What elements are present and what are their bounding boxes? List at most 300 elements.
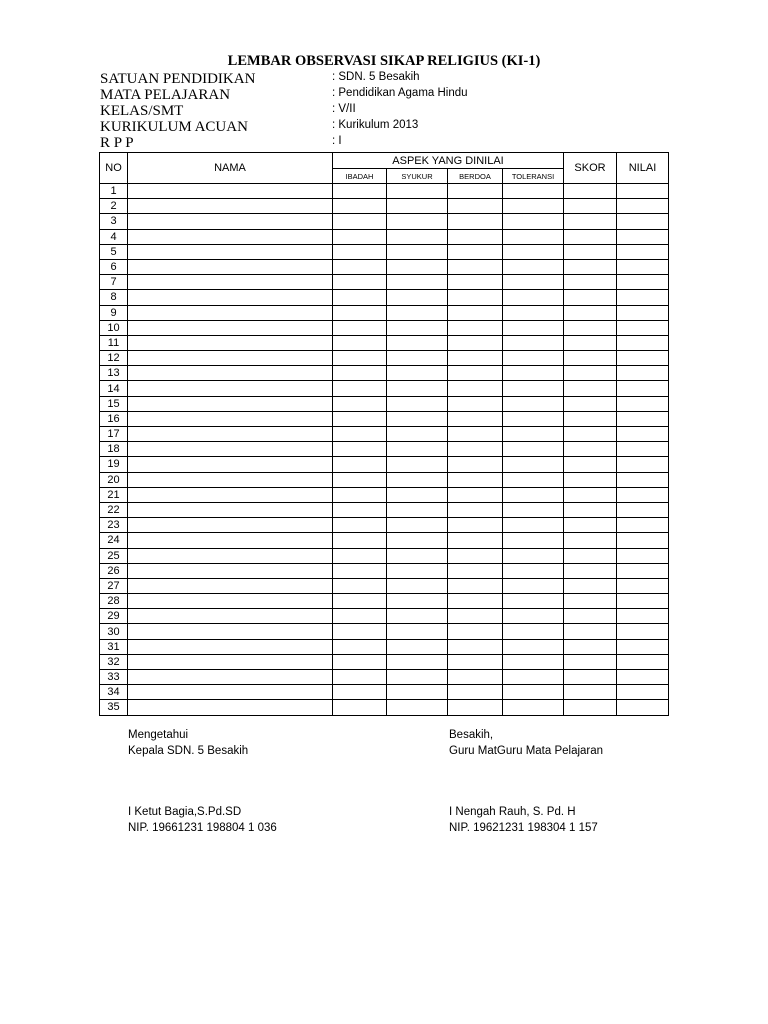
row-number: 24 xyxy=(100,533,128,548)
meta-label: SATUAN PENDIDIKAN xyxy=(100,71,256,87)
sign-right-position: Guru MatGuru Mata Pelajaran xyxy=(449,745,604,757)
toleransi-cell xyxy=(503,351,564,366)
nilai-cell xyxy=(617,563,669,578)
skor-cell xyxy=(564,685,617,700)
toleransi-cell xyxy=(503,609,564,624)
toleransi-cell xyxy=(503,275,564,290)
nilai-cell xyxy=(617,335,669,350)
toleransi-cell xyxy=(503,199,564,214)
berdoa-cell xyxy=(448,320,503,335)
syukur-cell xyxy=(387,427,448,442)
sign-right-place: Besakih, xyxy=(449,729,494,741)
table-row xyxy=(100,320,669,335)
nama-cell xyxy=(128,624,333,639)
syukur-cell xyxy=(387,381,448,396)
ibadah-cell xyxy=(333,366,387,381)
header-no: NO xyxy=(100,153,128,184)
table-row xyxy=(100,366,669,381)
nilai-cell xyxy=(617,609,669,624)
ibadah-cell xyxy=(333,457,387,472)
nama-cell xyxy=(128,533,333,548)
table-row xyxy=(100,457,669,472)
berdoa-cell xyxy=(448,229,503,244)
row-number: 12 xyxy=(100,351,128,366)
table-row xyxy=(100,427,669,442)
nilai-cell xyxy=(617,290,669,305)
toleransi-cell xyxy=(503,578,564,593)
meta-value: : V/II xyxy=(332,103,356,115)
nama-cell xyxy=(128,244,333,259)
table-row xyxy=(100,290,669,305)
ibadah-cell xyxy=(333,670,387,685)
berdoa-cell xyxy=(448,335,503,350)
syukur-cell xyxy=(387,685,448,700)
nilai-cell xyxy=(617,502,669,517)
header-ibadah: IBADAH xyxy=(333,169,387,184)
table-row xyxy=(100,396,669,411)
row-number: 19 xyxy=(100,457,128,472)
ibadah-cell xyxy=(333,351,387,366)
row-number: 14 xyxy=(100,381,128,396)
toleransi-cell xyxy=(503,518,564,533)
nilai-cell xyxy=(617,594,669,609)
skor-cell xyxy=(564,244,617,259)
nama-cell xyxy=(128,290,333,305)
sign-left-position: Kepala SDN. 5 Besakih xyxy=(128,745,249,757)
nilai-cell xyxy=(617,654,669,669)
nilai-cell xyxy=(617,381,669,396)
table-row xyxy=(100,685,669,700)
row-number: 3 xyxy=(100,214,128,229)
skor-cell xyxy=(564,305,617,320)
nama-cell xyxy=(128,502,333,517)
nilai-cell xyxy=(617,305,669,320)
toleransi-cell xyxy=(503,670,564,685)
table-row xyxy=(100,214,669,229)
row-number: 32 xyxy=(100,654,128,669)
nilai-cell xyxy=(617,518,669,533)
row-number: 2 xyxy=(100,199,128,214)
berdoa-cell xyxy=(448,199,503,214)
skor-cell xyxy=(564,472,617,487)
ibadah-cell xyxy=(333,502,387,517)
table-row xyxy=(100,502,669,517)
page-title: LEMBAR OBSERVASI SIKAP RELIGIUS (KI-1) xyxy=(227,53,541,69)
toleransi-cell xyxy=(503,533,564,548)
berdoa-cell xyxy=(448,502,503,517)
ibadah-cell xyxy=(333,639,387,654)
nama-cell xyxy=(128,639,333,654)
berdoa-cell xyxy=(448,381,503,396)
toleransi-cell xyxy=(503,214,564,229)
toleransi-cell xyxy=(503,411,564,426)
nama-cell xyxy=(128,670,333,685)
syukur-cell xyxy=(387,457,448,472)
meta-label: KELAS/SMT xyxy=(100,103,184,119)
row-number: 15 xyxy=(100,396,128,411)
meta-label: MATA PELAJARAN xyxy=(100,87,231,103)
syukur-cell xyxy=(387,366,448,381)
toleransi-cell xyxy=(503,184,564,199)
row-number: 33 xyxy=(100,670,128,685)
skor-cell xyxy=(564,700,617,715)
skor-cell xyxy=(564,502,617,517)
toleransi-cell xyxy=(503,502,564,517)
nama-cell xyxy=(128,472,333,487)
sign-left-nip: NIP. 19661231 198804 1 036 xyxy=(128,822,277,834)
berdoa-cell xyxy=(448,639,503,654)
nama-cell xyxy=(128,305,333,320)
ibadah-cell xyxy=(333,624,387,639)
table-row xyxy=(100,670,669,685)
syukur-cell xyxy=(387,320,448,335)
header-aspek: ASPEK YANG DINILAI xyxy=(333,153,564,169)
sign-left-name: I Ketut Bagia,S.Pd.SD xyxy=(128,806,242,818)
toleransi-cell xyxy=(503,654,564,669)
syukur-cell xyxy=(387,199,448,214)
syukur-cell xyxy=(387,229,448,244)
nilai-cell xyxy=(617,427,669,442)
nilai-cell xyxy=(617,442,669,457)
table-row xyxy=(100,548,669,563)
skor-cell xyxy=(564,654,617,669)
berdoa-cell xyxy=(448,259,503,274)
berdoa-cell xyxy=(448,427,503,442)
syukur-cell xyxy=(387,290,448,305)
berdoa-cell xyxy=(448,624,503,639)
skor-cell xyxy=(564,275,617,290)
nama-cell xyxy=(128,381,333,396)
berdoa-cell xyxy=(448,487,503,502)
syukur-cell xyxy=(387,259,448,274)
row-number: 1 xyxy=(100,184,128,199)
syukur-cell xyxy=(387,442,448,457)
meta-label: R P P xyxy=(100,135,134,151)
berdoa-cell xyxy=(448,184,503,199)
toleransi-cell xyxy=(503,639,564,654)
row-number: 27 xyxy=(100,578,128,593)
nilai-cell xyxy=(617,624,669,639)
ibadah-cell xyxy=(333,411,387,426)
ibadah-cell xyxy=(333,275,387,290)
syukur-cell xyxy=(387,502,448,517)
table-row xyxy=(100,411,669,426)
toleransi-cell xyxy=(503,442,564,457)
toleransi-cell xyxy=(503,396,564,411)
ibadah-cell xyxy=(333,214,387,229)
nama-cell xyxy=(128,654,333,669)
table-row xyxy=(100,275,669,290)
syukur-cell xyxy=(387,563,448,578)
ibadah-cell xyxy=(333,244,387,259)
row-number: 18 xyxy=(100,442,128,457)
ibadah-cell xyxy=(333,700,387,715)
skor-cell xyxy=(564,594,617,609)
nilai-cell xyxy=(617,578,669,593)
toleransi-cell xyxy=(503,685,564,700)
header-nilai: NILAI xyxy=(617,153,669,184)
toleransi-cell xyxy=(503,700,564,715)
ibadah-cell xyxy=(333,396,387,411)
ibadah-cell xyxy=(333,533,387,548)
nama-cell xyxy=(128,685,333,700)
table-row xyxy=(100,594,669,609)
nilai-cell xyxy=(617,670,669,685)
syukur-cell xyxy=(387,472,448,487)
nama-cell xyxy=(128,214,333,229)
sign-left-mengetahui: Mengetahui xyxy=(128,729,189,741)
row-number: 13 xyxy=(100,366,128,381)
skor-cell xyxy=(564,351,617,366)
skor-cell xyxy=(564,670,617,685)
nama-cell xyxy=(128,442,333,457)
toleransi-cell xyxy=(503,335,564,350)
nilai-cell xyxy=(617,396,669,411)
skor-cell xyxy=(564,199,617,214)
nilai-cell xyxy=(617,548,669,563)
nilai-cell xyxy=(617,533,669,548)
toleransi-cell xyxy=(503,320,564,335)
skor-cell xyxy=(564,366,617,381)
ibadah-cell xyxy=(333,335,387,350)
berdoa-cell xyxy=(448,442,503,457)
nama-cell xyxy=(128,366,333,381)
nama-cell xyxy=(128,275,333,290)
syukur-cell xyxy=(387,335,448,350)
skor-cell xyxy=(564,518,617,533)
skor-cell xyxy=(564,578,617,593)
nama-cell xyxy=(128,411,333,426)
skor-cell xyxy=(564,563,617,578)
ibadah-cell xyxy=(333,518,387,533)
skor-cell xyxy=(564,487,617,502)
toleransi-cell xyxy=(503,229,564,244)
syukur-cell xyxy=(387,244,448,259)
meta-value: : Kurikulum 2013 xyxy=(332,119,419,131)
skor-cell xyxy=(564,396,617,411)
berdoa-cell xyxy=(448,594,503,609)
nilai-cell xyxy=(617,214,669,229)
berdoa-cell xyxy=(448,290,503,305)
ibadah-cell xyxy=(333,548,387,563)
skor-cell xyxy=(564,229,617,244)
toleransi-cell xyxy=(503,259,564,274)
nilai-cell xyxy=(617,472,669,487)
berdoa-cell xyxy=(448,411,503,426)
row-number: 22 xyxy=(100,502,128,517)
skor-cell xyxy=(564,259,617,274)
skor-cell xyxy=(564,184,617,199)
skor-cell xyxy=(564,548,617,563)
nama-cell xyxy=(128,609,333,624)
nilai-cell xyxy=(617,199,669,214)
nama-cell xyxy=(128,396,333,411)
nilai-cell xyxy=(617,639,669,654)
table-row xyxy=(100,381,669,396)
toleransi-cell xyxy=(503,472,564,487)
row-number: 21 xyxy=(100,487,128,502)
nama-cell xyxy=(128,594,333,609)
toleransi-cell xyxy=(503,381,564,396)
ibadah-cell xyxy=(333,654,387,669)
header-toleransi: TOLERANSI xyxy=(503,169,564,184)
toleransi-cell xyxy=(503,487,564,502)
toleransi-cell xyxy=(503,427,564,442)
table-row xyxy=(100,351,669,366)
toleransi-cell xyxy=(503,548,564,563)
ibadah-cell xyxy=(333,609,387,624)
nilai-cell xyxy=(617,351,669,366)
ibadah-cell xyxy=(333,563,387,578)
toleransi-cell xyxy=(503,305,564,320)
row-number: 9 xyxy=(100,305,128,320)
ibadah-cell xyxy=(333,320,387,335)
table-row xyxy=(100,199,669,214)
nama-cell xyxy=(128,320,333,335)
row-number: 6 xyxy=(100,259,128,274)
skor-cell xyxy=(564,533,617,548)
nama-cell xyxy=(128,199,333,214)
nilai-cell xyxy=(617,259,669,274)
ibadah-cell xyxy=(333,685,387,700)
nama-cell xyxy=(128,487,333,502)
table-row xyxy=(100,700,669,715)
syukur-cell xyxy=(387,654,448,669)
ibadah-cell xyxy=(333,229,387,244)
berdoa-cell xyxy=(448,366,503,381)
table-row xyxy=(100,487,669,502)
table-row xyxy=(100,472,669,487)
syukur-cell xyxy=(387,305,448,320)
row-number: 35 xyxy=(100,700,128,715)
nilai-cell xyxy=(617,275,669,290)
ibadah-cell xyxy=(333,442,387,457)
nama-cell xyxy=(128,351,333,366)
table-body xyxy=(100,184,669,716)
skor-cell xyxy=(564,442,617,457)
row-number: 17 xyxy=(100,427,128,442)
row-number: 5 xyxy=(100,244,128,259)
toleransi-cell xyxy=(503,563,564,578)
table-row xyxy=(100,518,669,533)
toleransi-cell xyxy=(503,624,564,639)
skor-cell xyxy=(564,639,617,654)
skor-cell xyxy=(564,624,617,639)
berdoa-cell xyxy=(448,609,503,624)
row-number: 29 xyxy=(100,609,128,624)
nama-cell xyxy=(128,335,333,350)
row-number: 7 xyxy=(100,275,128,290)
syukur-cell xyxy=(387,639,448,654)
berdoa-cell xyxy=(448,654,503,669)
ibadah-cell xyxy=(333,427,387,442)
row-number: 23 xyxy=(100,518,128,533)
nilai-cell xyxy=(617,244,669,259)
toleransi-cell xyxy=(503,366,564,381)
table-row xyxy=(100,184,669,199)
table-row xyxy=(100,335,669,350)
berdoa-cell xyxy=(448,533,503,548)
row-number: 8 xyxy=(100,290,128,305)
meta-value: : Pendidikan Agama Hindu xyxy=(332,87,468,99)
skor-cell xyxy=(564,335,617,350)
row-number: 26 xyxy=(100,563,128,578)
header-berdoa: BERDOA xyxy=(448,169,503,184)
syukur-cell xyxy=(387,533,448,548)
skor-cell xyxy=(564,381,617,396)
berdoa-cell xyxy=(448,578,503,593)
nama-cell xyxy=(128,700,333,715)
row-number: 20 xyxy=(100,472,128,487)
table-row xyxy=(100,624,669,639)
ibadah-cell xyxy=(333,305,387,320)
berdoa-cell xyxy=(448,275,503,290)
skor-cell xyxy=(564,214,617,229)
row-number: 34 xyxy=(100,685,128,700)
ibadah-cell xyxy=(333,199,387,214)
nama-cell xyxy=(128,548,333,563)
syukur-cell xyxy=(387,518,448,533)
ibadah-cell xyxy=(333,184,387,199)
nama-cell xyxy=(128,229,333,244)
nilai-cell xyxy=(617,700,669,715)
skor-cell xyxy=(564,411,617,426)
syukur-cell xyxy=(387,578,448,593)
meta-value: : I xyxy=(332,135,342,147)
syukur-cell xyxy=(387,670,448,685)
berdoa-cell xyxy=(448,457,503,472)
ibadah-cell xyxy=(333,472,387,487)
nilai-cell xyxy=(617,487,669,502)
row-number: 31 xyxy=(100,639,128,654)
table-row xyxy=(100,639,669,654)
ibadah-cell xyxy=(333,290,387,305)
syukur-cell xyxy=(387,411,448,426)
row-number: 25 xyxy=(100,548,128,563)
nilai-cell xyxy=(617,320,669,335)
observation-table xyxy=(99,152,669,716)
nama-cell xyxy=(128,578,333,593)
syukur-cell xyxy=(387,624,448,639)
berdoa-cell xyxy=(448,563,503,578)
berdoa-cell xyxy=(448,305,503,320)
ibadah-cell xyxy=(333,578,387,593)
berdoa-cell xyxy=(448,214,503,229)
ibadah-cell xyxy=(333,487,387,502)
table-row xyxy=(100,578,669,593)
table-row xyxy=(100,609,669,624)
ibadah-cell xyxy=(333,381,387,396)
syukur-cell xyxy=(387,351,448,366)
table-row xyxy=(100,442,669,457)
berdoa-cell xyxy=(448,351,503,366)
syukur-cell xyxy=(387,700,448,715)
skor-cell xyxy=(564,457,617,472)
ibadah-cell xyxy=(333,259,387,274)
toleransi-cell xyxy=(503,244,564,259)
berdoa-cell xyxy=(448,670,503,685)
header-syukur: SYUKUR xyxy=(387,169,448,184)
nama-cell xyxy=(128,518,333,533)
row-number: 30 xyxy=(100,624,128,639)
syukur-cell xyxy=(387,396,448,411)
syukur-cell xyxy=(387,487,448,502)
nama-cell xyxy=(128,457,333,472)
meta-value: : SDN. 5 Besakih xyxy=(332,71,420,83)
table-row xyxy=(100,305,669,320)
sign-right-nip: NIP. 19621231 198304 1 157 xyxy=(449,822,598,834)
skor-cell xyxy=(564,290,617,305)
